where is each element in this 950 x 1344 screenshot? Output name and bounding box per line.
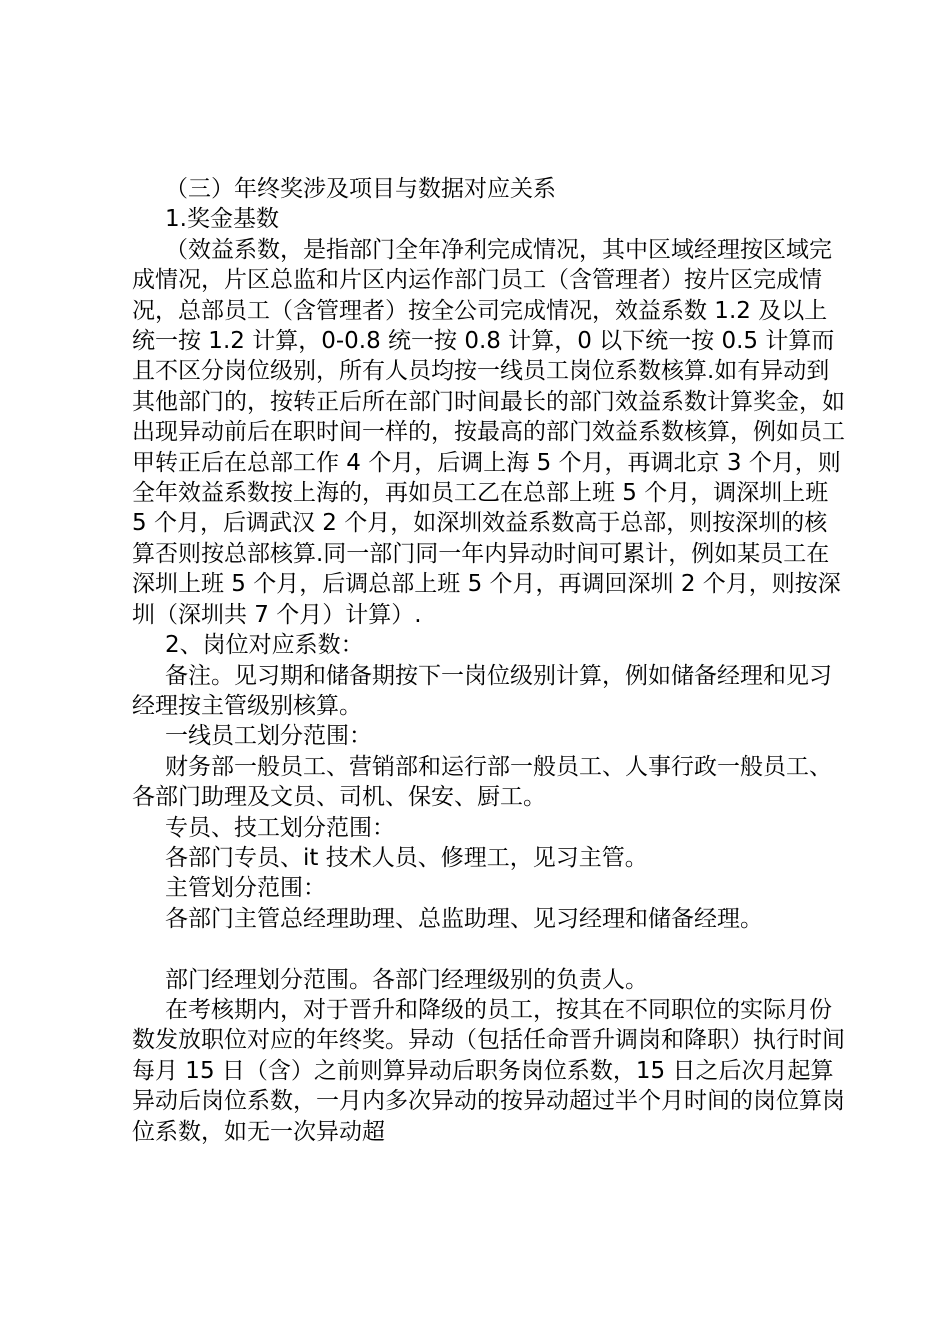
subsection-heading-bonus-base: 1.奖金基数 (165, 206, 279, 233)
label-frontline-staff-scope: 一线员工划分范围： (165, 723, 372, 750)
document-body (132, 174, 847, 1147)
label-specialist-scope: 专员、技工划分范围： (165, 814, 395, 841)
paragraph-specialist: 各部门专员、it 技术人员、修理工，见习主管。 (165, 844, 648, 871)
paragraph-note: 备注。见习期和储备期按下一岗位级别计算，例如储备经理和见习经理按主管级别核算。 (132, 662, 832, 719)
paragraph-promotion-demotion: 在考核期内，对于晋升和降级的员工，按其在不同职位的实际月份数发放职位对应的年终奖。异动（包括任命晋升调岗和降职）执行时间每月 15 日（含）之前则算异动后职务岗位系数，15 日之后次月起算异动后岗位系数，一月内多次异动的按异动超过半个月时间的岗位算岗位系数，如无一次异动超 (132, 996, 845, 1145)
paragraph-benefit-coefficient: （效益系数，是指部门全年净利完成情况，其中区域经理按区域完成情况，片区总监和片区内运作部门员工（含管理者）按片区完成情况，总部员工（含管理者）按全公司完成情况，效益系数 1.2 及以上统一按 1.2 计算，0-0.8 统一按 0.8 计算，0 以下统一按 0.5 计算而且不区分岗位级别，所有人员均按一线员工岗位系数核算.如有异动到其他部门的，按转正后所在部门时间最长的部门效益系数计算奖金，如出现异动前后在职时间一样的，按最高的部门效益系数核算，例如员工甲转正后在总部工作 4 个月，后调上海 5 个月，再调北京 3 个月，则全年效益系数按上海的，再如员工乙在总部上班 5 个月，调深圳上班 5 个月，后调武汉 2 个月，如深圳效益系数高于总部，则按深圳的核算否则按总部核算.同一部门同一年内异动时间可累计，例如某员工在深圳上班 5 个月，后调总部上班 5 个月，再调回深圳 2 个月，则按深圳（深圳共 7 个月）计算）. (132, 236, 845, 628)
section-heading: （三）年终奖涉及项目与数据对应关系 (165, 176, 556, 202)
paragraph-department-manager: 部门经理划分范围。各部门经理级别的负责人。 (165, 966, 648, 993)
paragraph-supervisor: 各部门主管总经理助理、总监助理、见习经理和储备经理。 (165, 905, 763, 932)
paragraph-frontline-staff: 财务部一般员工、营销部和运行部一般员工、人事行政一般员工、各部门助理及文员、司机、保安、厨工。 (132, 753, 832, 811)
label-supervisor-scope: 主管划分范围： (165, 875, 326, 902)
subsection-heading-position-coefficient: 2、岗位对应系数： (165, 632, 364, 659)
